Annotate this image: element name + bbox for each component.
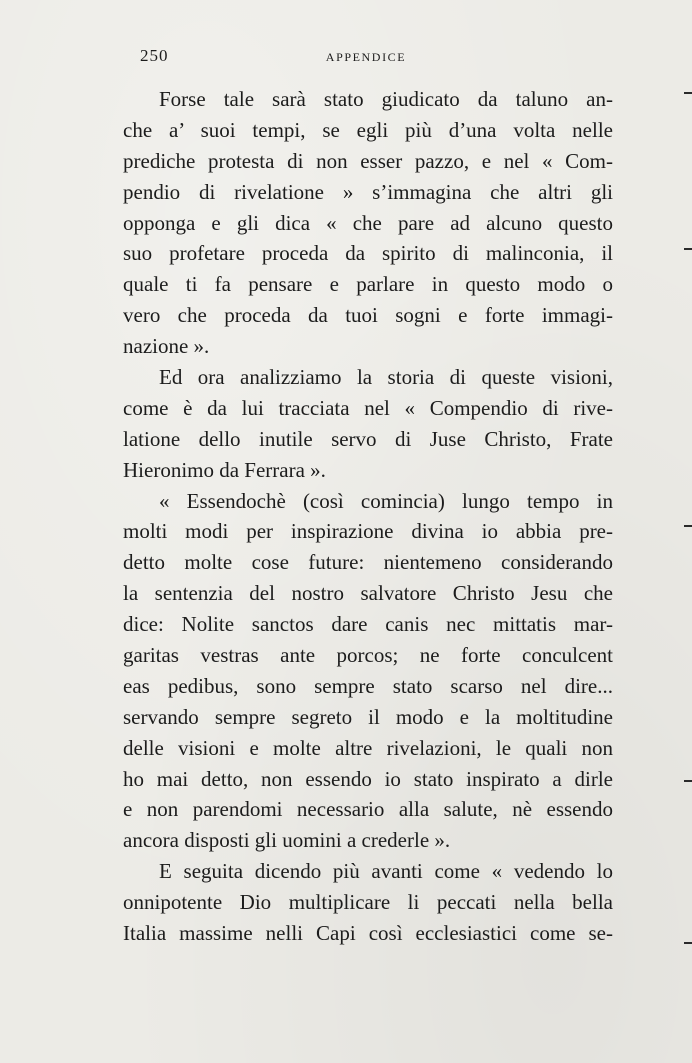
text-line: Forse tale sarà stato giudicato da taluno an- (159, 87, 613, 111)
text-line: « Essendochè (così comincia) lungo tempo in (159, 488, 613, 513)
text-line: che a’ suoi tempi, se egli più d’una volta nelle (123, 117, 613, 142)
text-line: Italia massime nelli Capi così ecclesiastici come se- (123, 921, 613, 946)
text-line: dice: Nolite sanctos dare canis nec mittatis mar- (123, 612, 613, 637)
text-line: garitas vestras ante porcos; ne forte conculcent (123, 643, 613, 668)
text-line: E seguita dicendo più avanti come « vedendo lo (159, 859, 613, 884)
margin-mark (684, 248, 692, 250)
text-line: opponga e gli dica « che pare ad alcuno questo (123, 210, 613, 235)
text-line: nazione ». (123, 334, 210, 359)
text-line: eas pedibus, sono sempre stato scarso nel dire... (123, 673, 613, 698)
text-line: ho mai detto, non essendo io stato inspirato a dirle (123, 766, 613, 791)
text-line: Hieronimo da Ferrara ». (123, 457, 326, 482)
text-line: detto molte cose future: nientemeno considerando (123, 550, 613, 575)
body-text (123, 84, 613, 949)
text-line: servando sempre segreto il modo e la moltitudine (123, 704, 613, 729)
text-line: quale ti fa pensare e parlare in questo modo o (123, 272, 613, 297)
text-line: e non parendomi necessario alla salute, nè essendo (123, 797, 613, 822)
text-line: molti modi per inspirazione divina io abbia pre- (123, 519, 613, 544)
margin-mark (684, 942, 692, 944)
text-line: delle visioni e molte altre rivelazioni, le quali non (123, 735, 613, 760)
text-line: onnipotente Dio multiplicare li peccati nella bella (123, 890, 613, 915)
margin-mark (684, 780, 692, 782)
text-line: la sentenzia del nostro salvatore Christo Jesu che (123, 581, 613, 606)
text-line: come è da lui tracciata nel « Compendio di rive- (123, 395, 613, 420)
text-line: Ed ora analizziamo la storia di queste visioni, (159, 365, 613, 390)
text-line: pendio di rivelatione » s’immagina che altri gli (123, 179, 613, 204)
running-title: APPENDICE (325, 50, 407, 64)
margin-mark (684, 92, 692, 94)
page-number: 250 (140, 46, 169, 65)
text-line: latione dello inutile servo di Juse Christo, Frate (123, 426, 613, 451)
text-line: suo profetare proceda da spirito di malinconia, il (123, 241, 613, 266)
text-line: prediche protesta di non esser pazzo, e nel « Com- (123, 148, 613, 173)
text-line: vero che proceda da tuoi sogni e forte immagi- (123, 303, 613, 328)
margin-mark (684, 525, 692, 527)
text-line: ancora disposti gli uomini a crederle ». (123, 828, 451, 853)
